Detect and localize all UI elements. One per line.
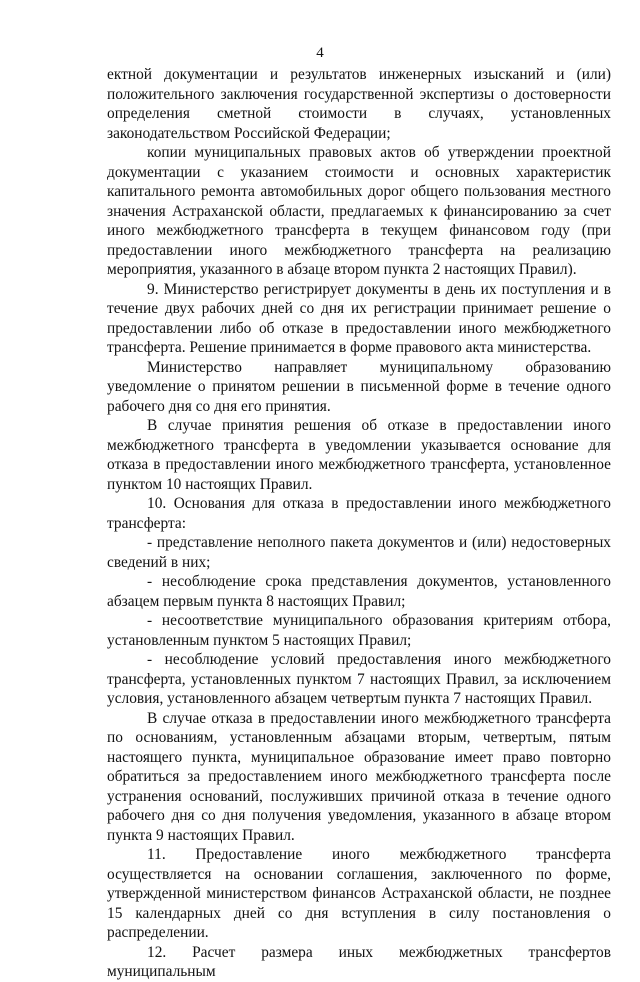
paragraph-continued: ектной документации и результатов инженерных изысканий и (или) положительного заключения государственной экспертизы о достоверности определения сметной стоимости в случаях, установленных законодательством Российской Федерации; [107, 66, 611, 142]
list-item: - несоответствие муниципального образования критериям отбора, установленным пунктом 5 настоящих Правил; [107, 612, 611, 649]
paragraph-item-9: 9. Министерство регистрирует документы в день их поступления и в течение двух рабочих дней со дня их регистрации принимает решение о предоставлении либо об отказе в предоставлении иного межбюджетного трансферта. Решение принимается в форме правового акта министерства. [107, 280, 611, 356]
page-number: 4 [316, 45, 324, 61]
paragraph: В случае принятия решения об отказе в предоставлении иного межбюджетного трансферта в уведомлении указывается основание для отказа в предоставлении иного межбюджетного трансферта, установленное пунктом 10 настоящих Правил. [107, 417, 611, 493]
paragraph-item-12: 12. Расчет размера иных межбюджетных трансфертов муниципальным [107, 943, 611, 980]
paragraph: копии муниципальных правовых актов об утверждении проектной документации с указанием стоимости и основных характеристик капитального ремонта автомобильных дорог общего пользования местного значения Астраханской области, предлагаемых к финансированию за счет иного межбюджетного трансферта в текущем финансовом году (при предоставлении иного межбюджетного трансферта на реализацию мероприятия, указанного в абзаце втором пункта 2 настоящих Правил). [107, 144, 611, 278]
paragraph-item-10: 10. Основания для отказа в предоставлении иного межбюджетного трансферта: [107, 495, 611, 532]
list-item: - представление неполного пакета документов и (или) недостоверных сведений в них; [107, 534, 611, 571]
paragraph: В случае отказа в предоставлении иного межбюджетного трансферта по основаниям, установленным абзацами вторым, четвертым, пятым настоящего пункта, муниципальное образование имеет право повторно обратиться за предоставлением иного межбюджетного трансферта после устранения оснований, послуживших причиной отказа в течение одного рабочего дня со дня получения уведомления, указанного в абзаце втором пункта 9 настоящих Правил. [107, 709, 611, 844]
document-body [107, 65, 611, 982]
list-item: - несоблюдение условий предоставления иного межбюджетного трансферта, установленных пунктом 7 настоящих Правил, за исключением условия, установленного абзацем четвертым пункта 7 настоящих Правил. [107, 651, 611, 707]
paragraph: Министерство направляет муниципальному образованию уведомление о принятом решении в письменной форме в течение одного рабочего дня со дня его принятия. [107, 358, 611, 415]
list-item: - несоблюдение срока представления документов, установленного абзацем первым пункта 8 настоящих Правил; [107, 573, 611, 610]
paragraph-item-11: 11. Предоставление иного межбюджетного трансферта осуществляется на основании соглашения, заключенного по форме, утвержденной министерством финансов Астраханской области, не позднее 15 календарных дней со дня вступления в силу постановления о распределении. [107, 846, 611, 941]
